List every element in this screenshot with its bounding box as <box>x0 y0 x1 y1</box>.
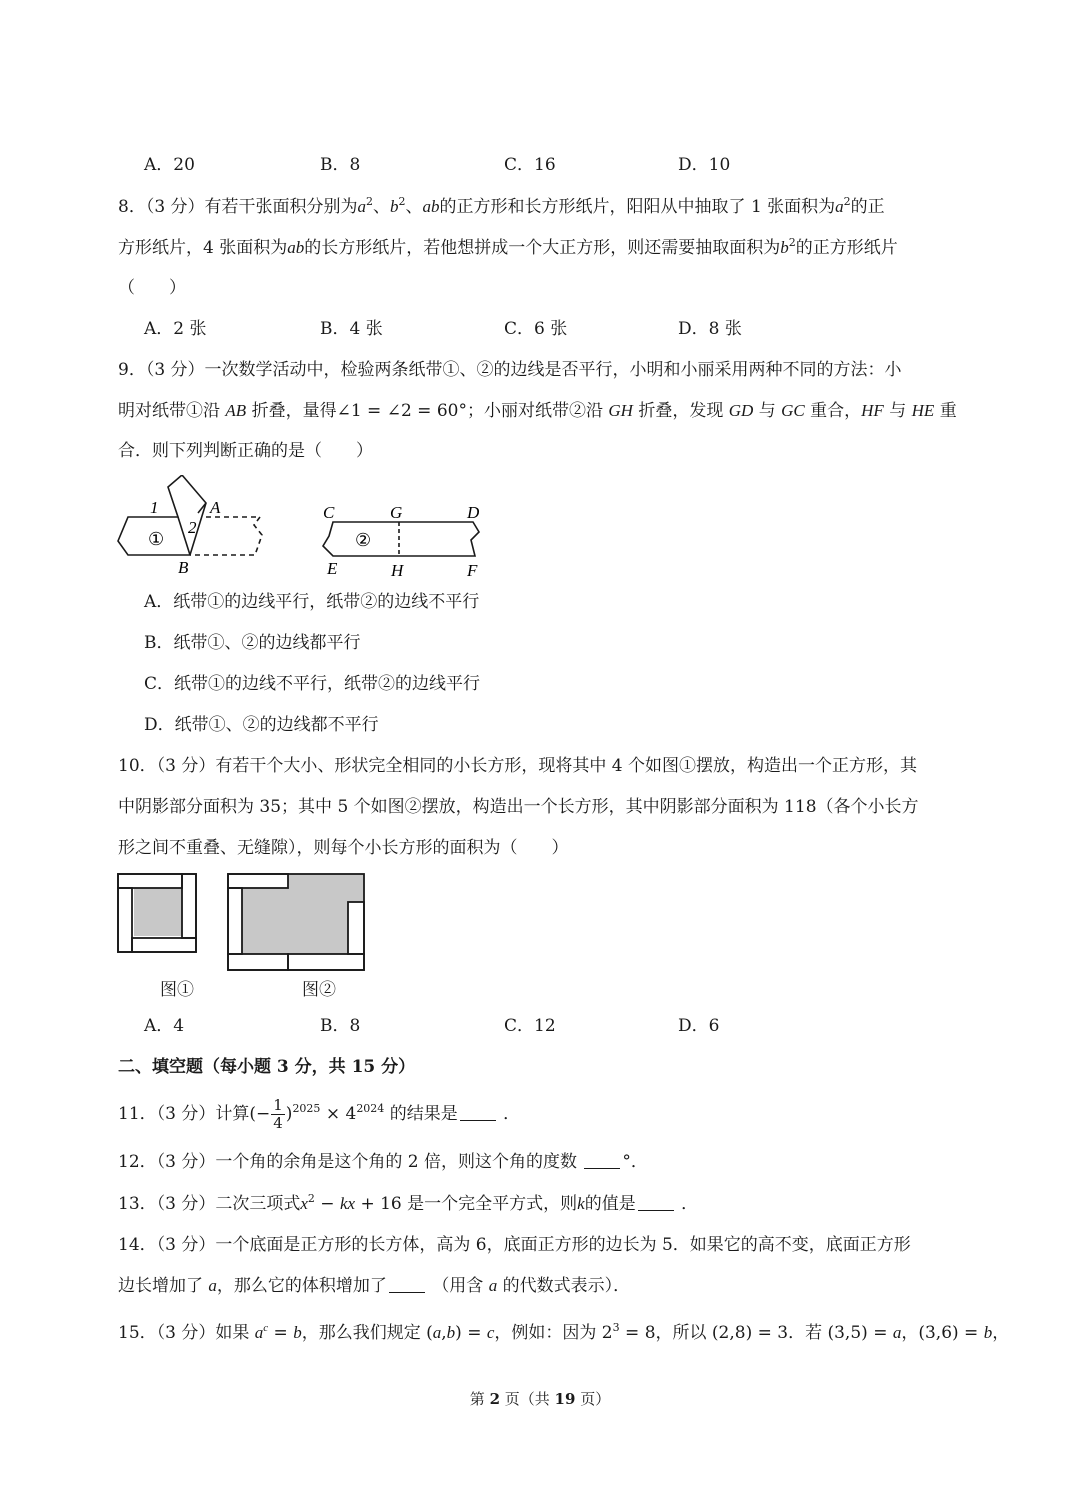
q9-line-3: 合．则下列判断正确的是（ ） <box>118 441 373 461</box>
q10-figure-1 <box>116 872 200 956</box>
q14-line-2: 边长增加了 a，那么它的体积增加了 （用含 a 的代数式表示）． <box>118 1276 631 1296</box>
q10-option-a: A．4 <box>144 1016 185 1036</box>
svg-text:F: F <box>467 561 478 580</box>
q9-figure-1 <box>110 475 280 580</box>
svg-text:②: ② <box>355 530 372 550</box>
q8-line-1: 8．（3 分）有若干张面积分别为$a^2$、$b^2$、ab的正方形和长方形纸片，阳阳从中抽取了 1 张面积为$a^2$的正 <box>118 195 885 217</box>
q10-line-3: 形之间不重叠、无缝隙），则每个小长方形的面积为（ ） <box>118 838 569 858</box>
q12: 12．（3 分）一个角的余角是这个角的 2 倍，则这个角的度数 °． <box>118 1152 648 1172</box>
q7-option-c: C．16 <box>504 155 556 175</box>
q10-option-d: D．6 <box>678 1016 720 1036</box>
q7-option-d: D．10 <box>678 155 731 175</box>
q8-line-2: 方形纸片，4 张面积为ab的长方形纸片，若他想拼成一个大正方形，则还需要抽取面积为$b^2$的正方形纸片 <box>118 236 898 258</box>
q8-option-a: A．2 张 <box>144 319 207 339</box>
q7-option-a: A．20 <box>144 155 195 175</box>
q10-fig1-caption: 图① <box>160 980 194 1000</box>
q11-answer-blank[interactable] <box>460 1104 496 1121</box>
q12-answer-blank[interactable] <box>584 1152 620 1169</box>
q10-fig2-caption: 图② <box>302 980 336 1000</box>
q9-figure-2 <box>315 500 495 582</box>
svg-text:G: G <box>390 503 403 522</box>
q9-option-d: D．纸带①、②的边线都不平行 <box>144 715 379 735</box>
q9-option-a: A．纸带①的边线平行，纸带②的边线不平行 <box>144 592 480 612</box>
page-footer: 第 2 页（共 19 页） <box>469 1390 611 1408</box>
q13: 13．（3 分）二次三项式$x^2$ − kx + 16 是一个完全平方式，则k的值是 ． <box>118 1192 699 1214</box>
q8-option-b: B．4 张 <box>320 319 383 339</box>
svg-text:A: A <box>210 498 221 517</box>
q10-line-1: 10．（3 分）有若干个大小、形状完全相同的小长方形，现将其中 4 个如图①摆放，构造出一个正方形，其 <box>118 756 917 776</box>
svg-text:B: B <box>178 558 189 577</box>
q10-line-2: 中阴影部分面积为 35；其中 5 个如图②摆放，构造出一个长方形，其中阴影部分面积为 118（各个小长方 <box>118 797 919 817</box>
q11: 11．（3 分）计算(− $\frac{1}{4}$ )$^{2025} \times 4^{2024}$ 的结果是 ． <box>118 1096 521 1132</box>
svg-text:H: H <box>391 561 404 580</box>
svg-text:2: 2 <box>188 518 197 537</box>
q9-line-1: 9．（3 分）一次数学活动中，检验两条纸带①、②的边线是否平行，小明和小丽采用两种不同的方法：小 <box>118 360 902 380</box>
q7-option-b: B．8 <box>320 155 361 175</box>
q14-answer-blank[interactable] <box>389 1276 425 1293</box>
q10-figure-2 <box>226 872 368 972</box>
q10-option-c: C．12 <box>504 1016 556 1036</box>
section-2-heading: 二、填空题（每小题 3 分，共 15 分） <box>118 1057 416 1077</box>
svg-text:①: ① <box>148 529 165 549</box>
q15: 15．（3 分）如果 $a^c = b$，那么我们规定 (a,b) = c，例如：因为 $2^3 = 8$，所以 (2,8) = 3．若 (3,5) = a，(3,6) = b， <box>118 1321 1010 1343</box>
q14-line-1: 14．（3 分）一个底面是正方形的长方体，高为 6，底面正方形的边长为 5．如果它的高不变，底面正方形 <box>118 1235 911 1255</box>
q10-option-b: B．8 <box>320 1016 361 1036</box>
svg-text:C: C <box>323 503 335 522</box>
svg-text:E: E <box>327 559 338 578</box>
q8-paren: （ ） <box>118 278 186 298</box>
q9-option-c: C．纸带①的边线不平行，纸带②的边线平行 <box>144 674 481 694</box>
q8-option-d: D．8 张 <box>678 319 742 339</box>
q9-option-b: B．纸带①、②的边线都平行 <box>144 633 361 653</box>
svg-text:1: 1 <box>150 498 159 517</box>
q13-answer-blank[interactable] <box>638 1194 674 1211</box>
q9-line-2: 明对纸带①沿 AB 折叠，量得∠1 = ∠2 = 60°；小丽对纸带②沿 GH 折叠，发现 GD 与 GC 重合，HF 与 HE 重 <box>118 401 957 421</box>
svg-text:D: D <box>467 503 480 522</box>
q8-option-c: C．6 张 <box>504 319 568 339</box>
